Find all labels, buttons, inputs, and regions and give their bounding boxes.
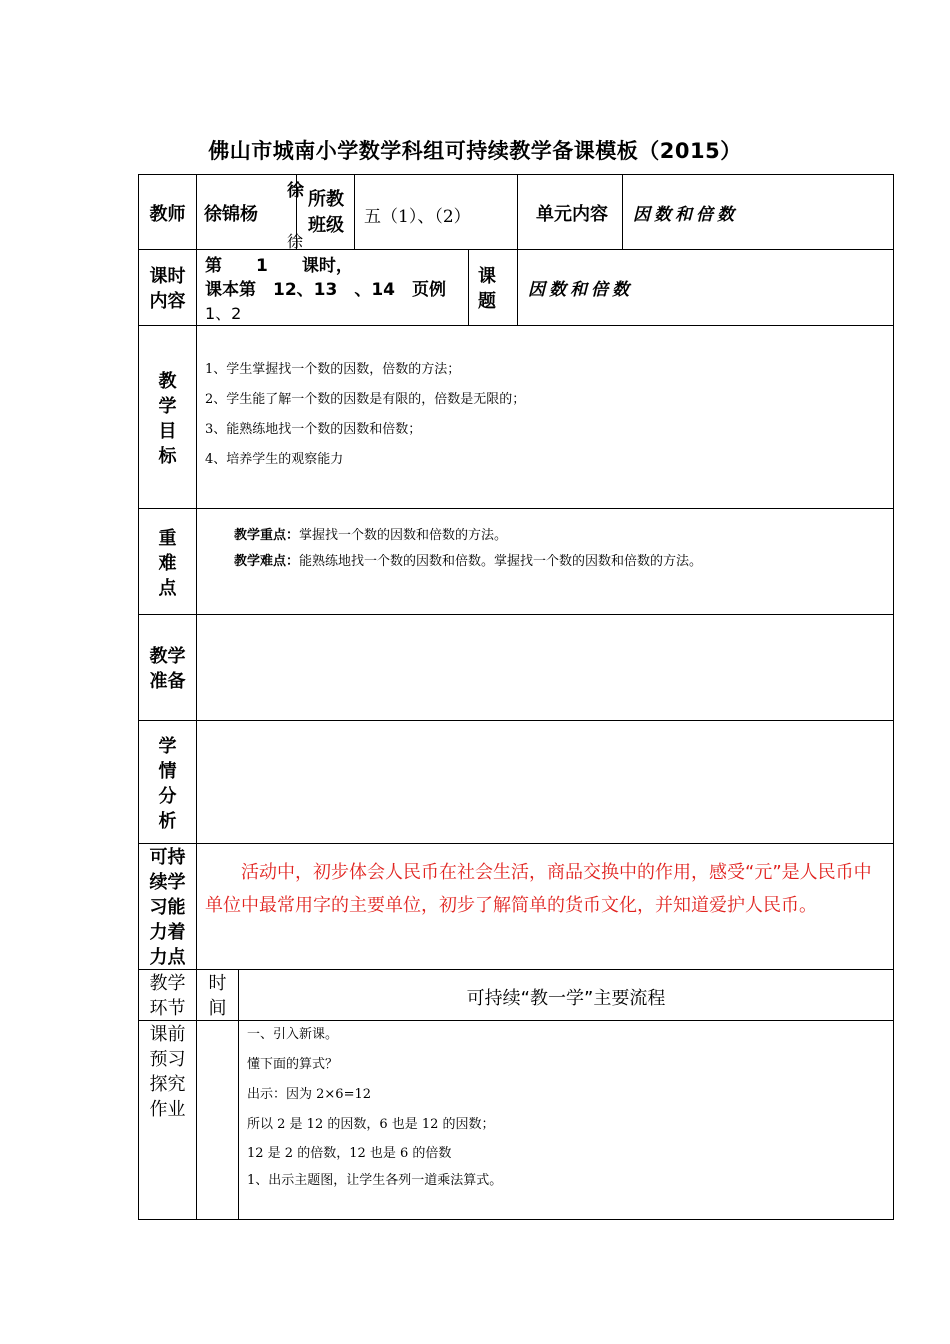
list-item: 一、引入新课。 (247, 1027, 339, 1042)
list-item: 2、学生能了解一个数的因数是有限的，倍数是无限的； (205, 392, 526, 407)
stray-char-bottom: 徐 (287, 232, 304, 251)
class-label-2: 班级 (308, 215, 344, 236)
difficulty-line: 教学难点：能熟练地找一个数的因数和倍数。掌握找一个数的因数和倍数的方法。 (234, 554, 703, 569)
sustain-label: 可持 续学 习能 力着 力点 (149, 847, 186, 968)
list-item: 3、能熟练地找一个数的因数和倍数； (205, 422, 422, 437)
topic-label-2: 题 (478, 291, 496, 312)
topic-label-1: 课 (478, 266, 496, 287)
goals-label: 教 学 目 标 (158, 371, 177, 467)
list-item: 1、出示主题图，让学生各列一道乘法算式。 (247, 1173, 503, 1188)
lesson-line-3: 1、2 (205, 304, 242, 323)
lesson-line-2: 课本第 12、13 、14 页例 (205, 280, 446, 300)
keypoints-content (234, 523, 884, 575)
preview-content (247, 1020, 887, 1194)
unit-label: 单元内容 (536, 204, 608, 225)
goals-list (205, 355, 885, 475)
list-item: 所以 2 是 12 的因数，6 也是 12 的因数； (247, 1117, 495, 1132)
topic-value: 因数和倍数 (528, 280, 633, 300)
stray-char-top: 徐 (287, 181, 304, 201)
class-value: 五（1）、（2） (364, 207, 471, 227)
list-item: 懂下面的算式？ (247, 1057, 339, 1072)
sustain-text: 活动中，初步体会人民币在社会生活，商品交换中的作用，感受“元”是人民币中单位中最常用字的主要单位，初步了解简单的货币文化，并知道爱护人民币。 (205, 862, 872, 916)
list-item: 出示：因为 2×6=12 (247, 1087, 372, 1102)
preview-label: 课前 预习 探究 作业 (149, 1024, 186, 1120)
stage-label: 教学 环节 (149, 973, 186, 1019)
class-label-1: 所教 (308, 189, 344, 210)
keypoints-label: 重 难 点 (158, 528, 177, 599)
time-label: 时 间 (208, 973, 227, 1019)
lesson-line-1: 第 1 课时， (205, 256, 353, 276)
situation-label: 学 情 分 析 (158, 736, 177, 832)
focus-line: 教学重点：掌握找一个数的因数和倍数的方法。 (234, 528, 508, 543)
prep-label: 教学 准备 (149, 646, 186, 692)
flow-main-label: 可持续“教一学”主要流程 (466, 988, 666, 1009)
document-title: 佛山市城南小学数学科组可持续教学备课模板（2015） (208, 139, 742, 163)
list-item: 12 是 2 的倍数，12 也是 6 的倍数 (247, 1146, 452, 1161)
unit-value: 因数和倍数 (633, 205, 738, 225)
lesson-label-1: 课时 (149, 266, 186, 287)
lesson-label-2: 内容 (149, 291, 186, 312)
list-item: 4、培养学生的观察能力 (205, 452, 344, 467)
teacher-label: 教师 (149, 204, 186, 225)
teacher-name: 徐锦杨 (204, 204, 258, 225)
list-item: 1、学生掌握找一个数的因数，倍数的方法； (205, 362, 461, 377)
